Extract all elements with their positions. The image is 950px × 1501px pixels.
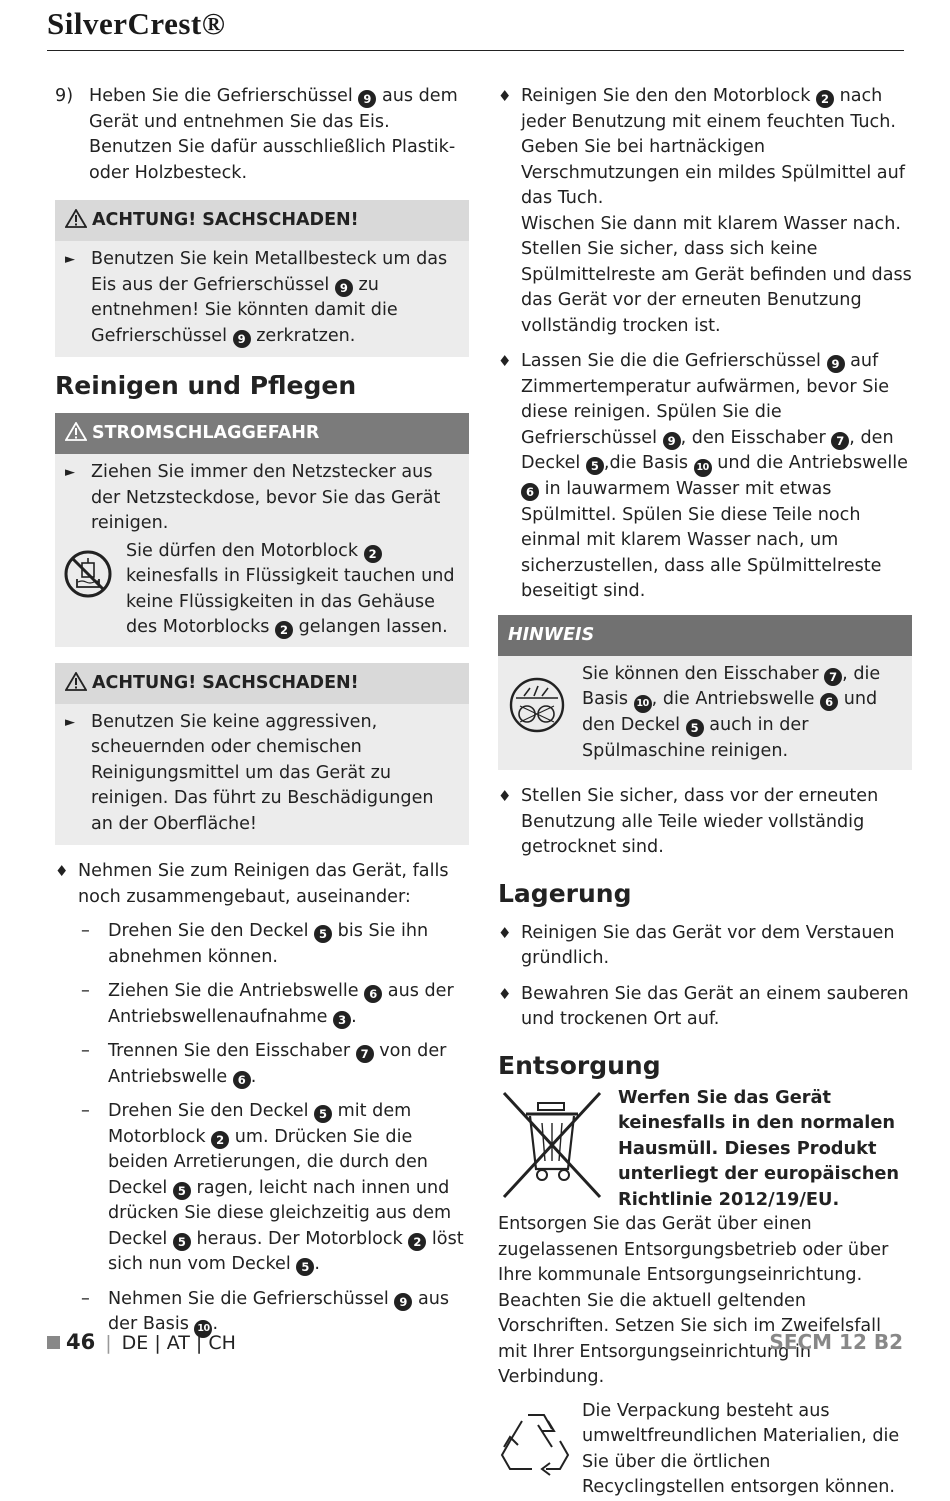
warning-triangle-icon [65,209,87,228]
part-number: 9 [358,90,376,108]
step-number: 9) [55,86,74,106]
disassemble-step-2: – Ziehen Sie die Antriebswelle 6 aus der Antriebswellenaufnahme 3 . [81,981,454,1027]
page-marker-icon [47,1336,60,1349]
left-column [55,84,469,1347]
dishwasher-safe-icon [508,676,566,734]
country-codes: DE | AT | CH [121,1332,236,1354]
danger-box-title: STROMSCHLAGGEFAHR [55,413,469,454]
section-heading-disposal: Entsorgung [498,1050,661,1080]
warning-box-property-1 [55,200,469,357]
arrow-bullet-icon: ► [65,714,75,730]
diamond-bullet-icon: ♦ [498,787,512,805]
hint-box-title: HINWEIS [498,615,912,656]
warning-item: ► Benutzen Sie kein Metallbesteck um das Eis aus der Gefrierschüssel 9 zu entnehmen! Sie könnten damit die Gefrierschüssel 9 zerkratzen. [65,249,448,346]
warning-item: ► Benutzen Sie keine aggressiven, scheuernden oder chemischen Reinigungsmittel um das Gerät zu reinigen. Das führt zu Beschädigungen an der Oberfläche! [65,711,434,834]
page-footer-left: 46 | DE | AT | CH [47,1328,236,1356]
disassemble-intro: ♦ Nehmen Sie zum Reinigen das Gerät, falls noch zusammengebaut, auseinander: [55,861,449,907]
storage-bullet-2: ♦ Bewahren Sie das Gerät an einem sauberen und trockenen Ort auf. [498,983,909,1029]
hint-box [498,615,912,771]
arrow-bullet-icon: ► [65,252,75,267]
weee-bold-text: Werfen Sie das Gerät keinesfalls in den normalen Hausmüll. Dieses Produkt unterliegt der europäischen Richtlinie 2012/19/EU. [618,1086,900,1210]
danger-box-electric [55,413,469,647]
model-number: SECM 12 B2 [769,1330,903,1354]
warning-box-title: ACHTUNG! SACHSCHADEN! [55,663,469,704]
recycling-note: Die Verpackung besteht aus umweltfreundlichen Materialien, die Sie über die örtlichen Recyclingstellen entsorgen können. [498,1399,912,1501]
cleaning-bullet-2: ♦ Lassen Sie die die Gefrierschüssel 9 auf Zimmertemperatur aufwärmen, bevor Sie diese reinigen. Spülen Sie die Gefrierschüssel 9 , den Eisschaber 7 , den Deckel 5 ,die Basis 10 und die Antriebswelle 6 in lauwarmem Wasser mit etwas Spülmittel. Spülen Sie diese Teile noch einmal mit klarem Wasser nach, um sicherzustellen, dass alle Spülmittelreste beseitigt sind. [498,351,908,601]
diamond-bullet-icon: ♦ [498,984,512,1003]
disassemble-step-5: – Nehmen Sie die Gefrierschüssel 9 aus der Basis 10 . [55,1287,469,1339]
recycling-icon [498,1407,574,1479]
section-heading-cleaning: Reinigen und Pflegen [55,371,357,400]
danger-item: ► Ziehen Sie immer den Netzstecker aus der Netzsteckdose, bevor Sie das Gerät reinigen. [65,462,441,533]
dishwasher-note: Sie können den Eisschaber 7 , die Basis 10 , die Antriebswelle 6 und den Deckel 5 auch in der Spülmaschine reinigen. [508,662,904,765]
dry-bullet: ♦ Stellen Sie sicher, dass vor der erneuten Benutzung alle Teile wieder vollständig getrocknet sind. [498,786,879,857]
diamond-bullet-icon: ♦ [498,923,512,942]
cleaning-bullet-1: ♦ Reinigen Sie den den Motorblock 2 nach jeder Benutzung mit einem feuchten Tuch. Geben Sie bei hartnäckigen Verschmutzungen ein mildes Spülmittel auf das Tuch. Wischen Sie dann mit klarem Wasser nach. Stellen Sie sicher, dass sich keine Spülmittelreste am Gerät befinden und dass das Gerät vor der erneuten Benutzung vollständig trocken ist. [498,86,912,336]
brand-logo: SilverCrest® [47,6,226,41]
warning-triangle-icon [65,422,87,441]
diamond-bullet-icon: ♦ [55,862,69,880]
disassemble-step-1: – Drehen Sie den Deckel 5 bis Sie ihn abnehmen können. [81,921,429,967]
disposal-text: Entsorgen Sie das Gerät über einen zugelassenen Entsorgungsbetrieb oder über Ihre kommunale Entsorgungseinrichtung. Beachten Sie die aktuell geltenden Vorschriften. Setzen Sie sich im Zweifelsfall mit Ihrer Entsorgungseinrichtung in Verbindung. [498,1214,889,1387]
crossed-bin-icon [498,1089,606,1201]
warning-box-property-2 [55,663,469,846]
diamond-bullet-icon: ♦ [498,352,512,370]
warning-triangle-icon [65,672,87,691]
arrow-bullet-icon: ► [65,465,75,480]
section-heading-storage: Lagerung [498,878,632,908]
no-immersion-note: Sie dürfen den Motorblock 2 keinesfalls in Flüssigkeit tauchen und keine Flüssigkeiten in das Gehäuse des Motorblocks 2 gelangen lassen. [63,539,461,641]
page-number: 46 [66,1330,96,1354]
right-column [498,84,912,1501]
diamond-bullet-icon: ♦ [498,87,512,105]
warning-box-title: ACHTUNG! SACHSCHADEN! [55,200,469,241]
no-immersion-icon [63,549,113,599]
disassemble-step-4: – Drehen Sie den Deckel 5 mit dem Motorblock 2 um. Drücken Sie die beiden Arretierungen, die durch den Deckel 5 ragen, leicht nach innen und drücken Sie diese gleichzeitig aus dem Deckel 5 heraus. Der Motorblock 2 löst sich nun vom Deckel 5 . [81,1101,464,1274]
weee-note [498,1085,912,1213]
disassemble-step-3: – Trennen Sie den Eisschaber 7 von der Antriebswelle 6 . [81,1041,447,1087]
page-header [47,4,904,51]
step-9: 9) Heben Sie die Gefrierschüssel 9 aus dem Gerät und entnehmen Sie das Eis. Benutzen Sie dafür ausschließlich Plastik- oder Holzbesteck. [55,86,458,183]
storage-bullet-1: ♦ Reinigen Sie das Gerät vor dem Verstauen gründlich. [498,922,895,968]
